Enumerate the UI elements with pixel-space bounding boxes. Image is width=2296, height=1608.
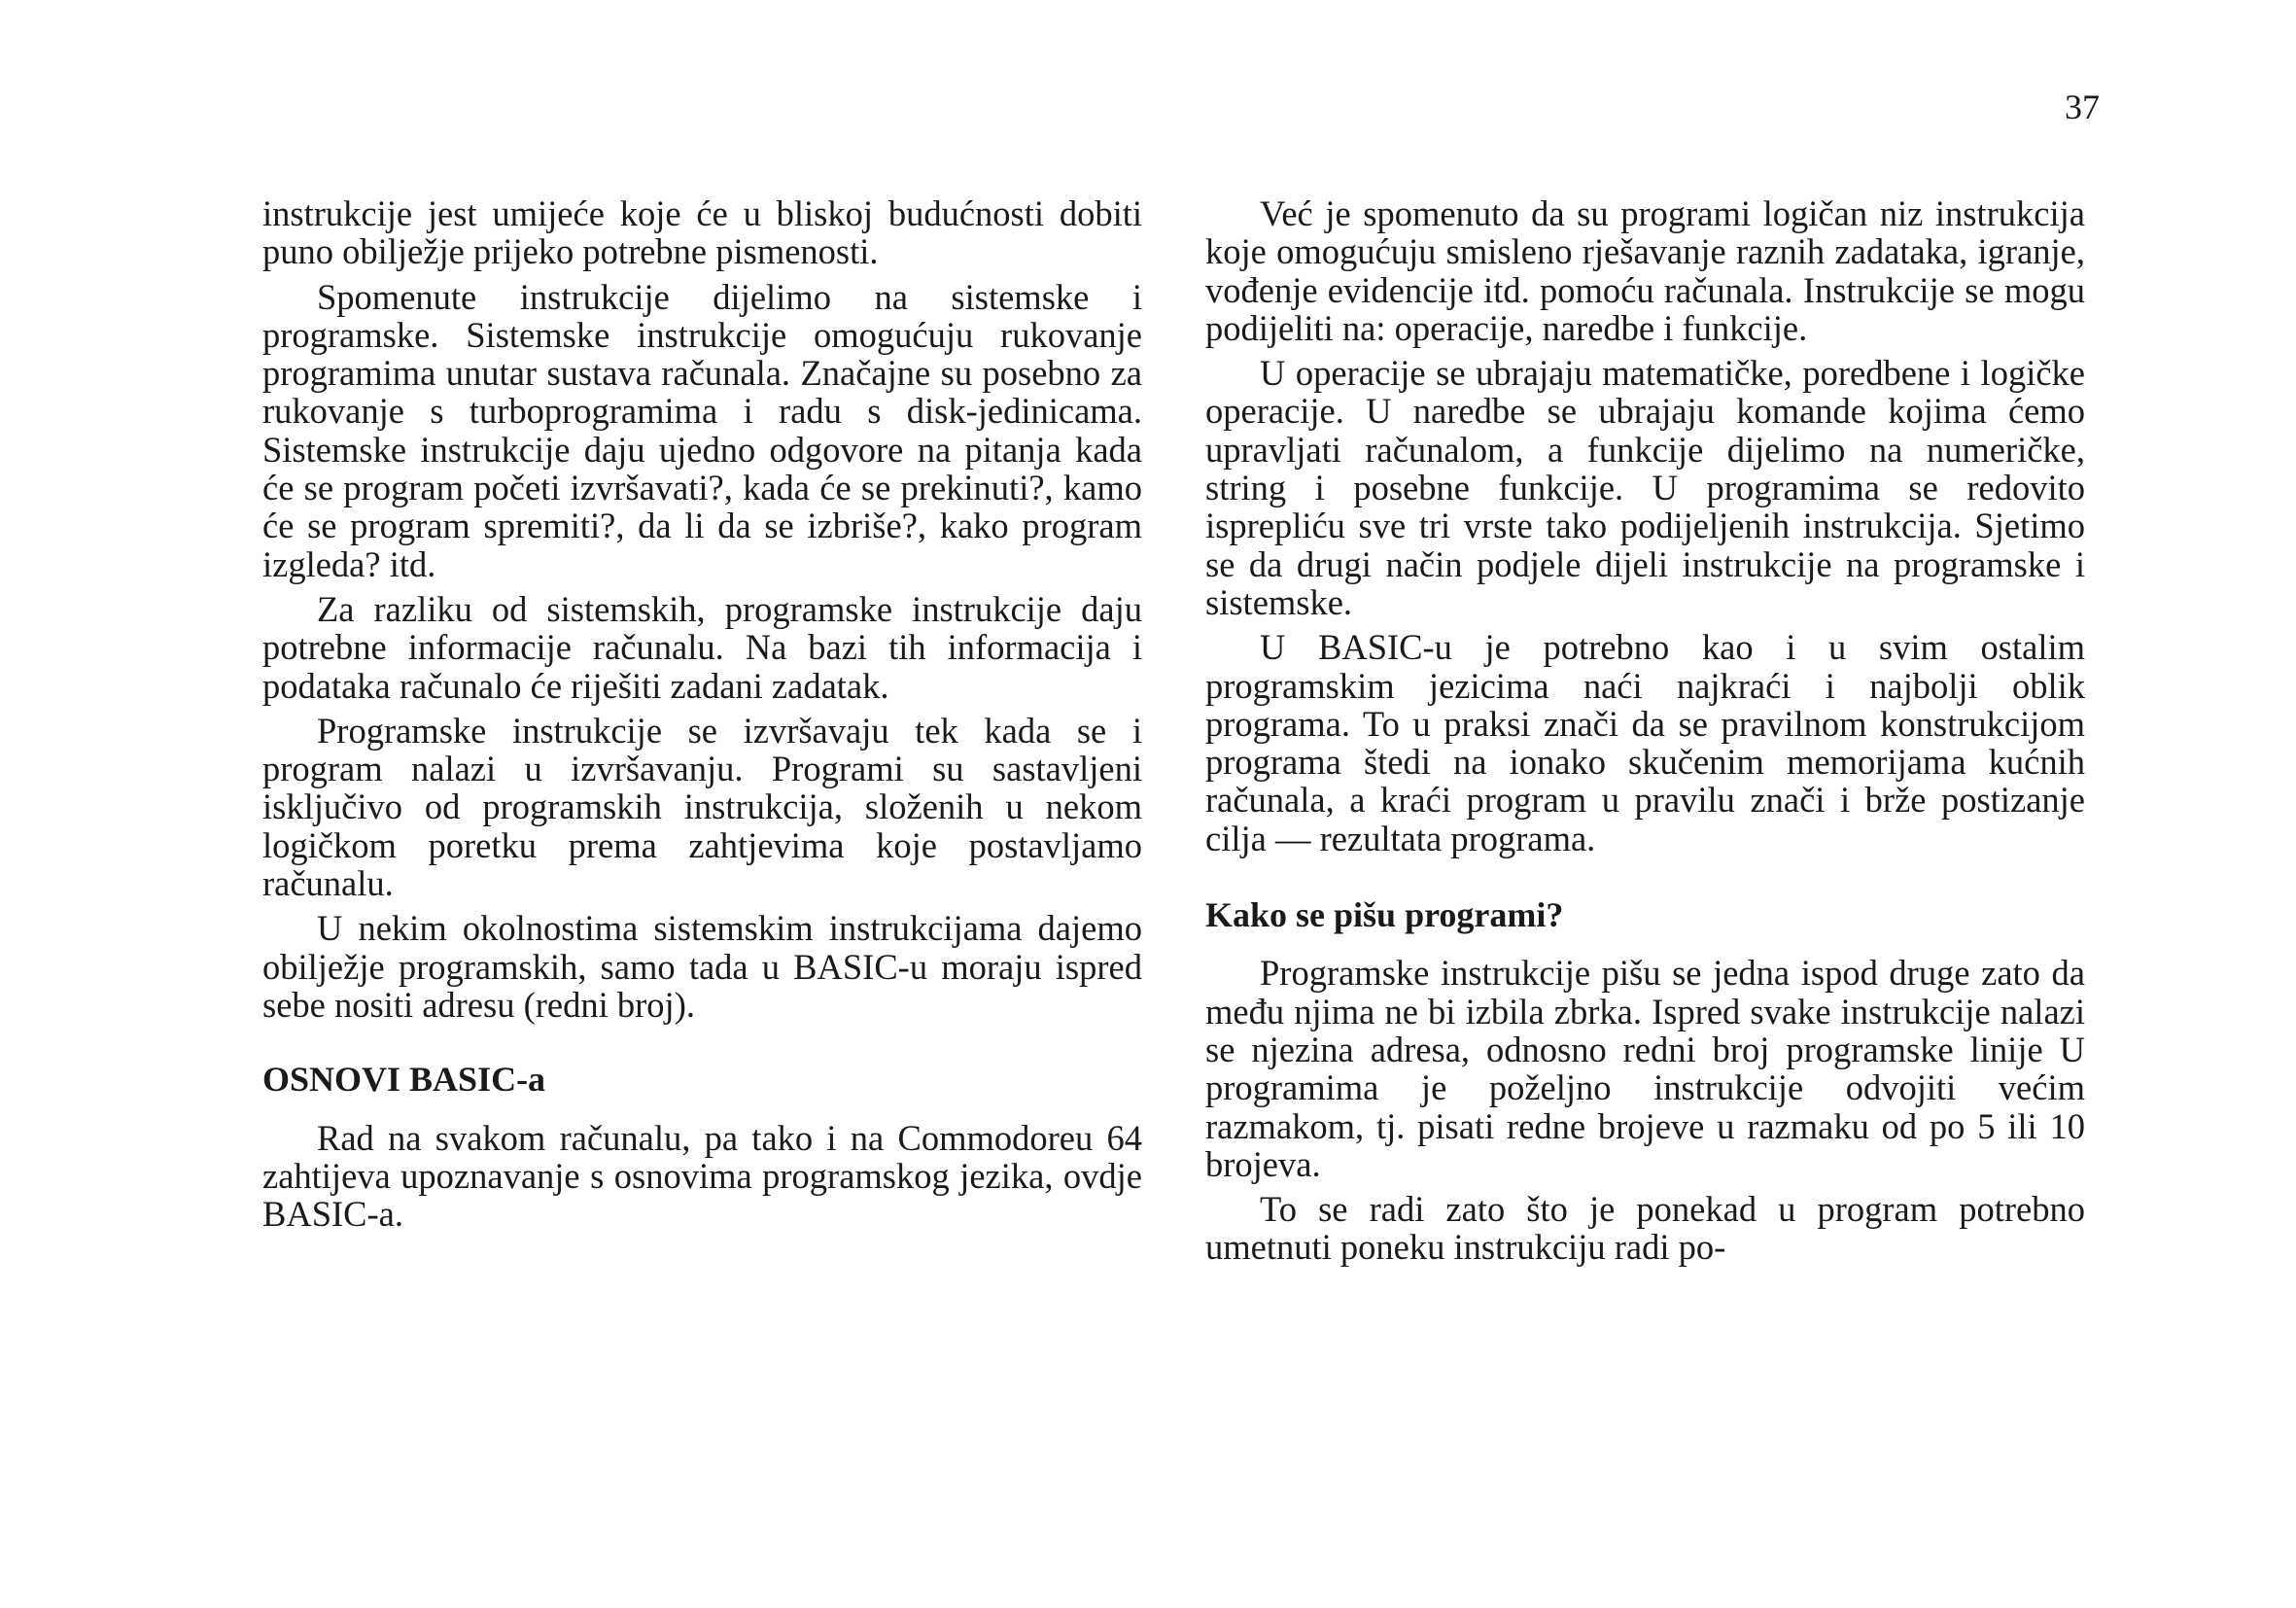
paragraph: Spomenute instrukcije dijelimo na sistemske i programske. Sistemske instrukcije omogućuju rukovanje programima unutar sustava računala. Značajne su posebno za rukovanje s turboprogramima i radu s disk-jedinicama. Sistemske instrukcije daju ujedno odgovore na pitanja kada će se program početi izvršavati?, kada će se prekinuti?, kamo će se program spremiti?, da li da se izbriše?, kako program izgleda? itd. bbox=[262, 276, 1142, 584]
paragraph: Za razliku od sistemskih, programske instrukcije daju potrebne informacije računalu. Na bazi tih informacija i podataka računalo će riješiti zadani zadatak. bbox=[262, 588, 1142, 706]
page-number: 37 bbox=[2065, 87, 2100, 126]
paragraph: instrukcije jest umijeće koje će u bliskoj budućnosti dobiti puno obilježje prijeko potrebne pismenosti. bbox=[262, 193, 1142, 272]
paragraph: U operacije se ubrajaju matematičke, poredbene i logičke operacije. U naredbe se ubrajaju komande kojima ćemo upravljati računalom, a funkcije dijelimo na numeričke, string i posebne funkcije. U programima se redovito isprepliću sve tri vrste tako podijeljenih instrukcija. Sjetimo se da drugi način podjele dijeli instrukcije na programske i sistemske. bbox=[1205, 353, 2085, 622]
paragraph: Već je spomenuto da su programi logičan niz instrukcija koje omogućuju smisleno rješavanje raznih zadataka, igranje, vođenje evidencije itd. pomoću računala. Instrukcije se mogu podijeliti na: operacije, naredbe i funkcije. bbox=[1205, 193, 2085, 348]
right-column bbox=[1205, 194, 2085, 1274]
paragraph: Programske instrukcije se izvršavaju tek kada se i program nalazi u izvršavanju. Programi su sastavljeni isključivo od programskih instrukcija, složenih u nekom logičkom poretku prema zahtjevima koje postavljamo računalu. bbox=[262, 710, 1142, 904]
left-column bbox=[262, 194, 1142, 1240]
paragraph: To se radi zato što je ponekad u program potrebno umetnuti poneku instrukciju radi po- bbox=[1205, 1189, 2085, 1268]
section-heading: Kako se pišu programi? bbox=[1205, 895, 1564, 935]
paragraph: U nekim okolnostima sistemskim instrukcijama dajemo obilježje programskih, samo tada u BASIC-u moraju ispred sebe nositi adresu (redni broj). bbox=[262, 908, 1142, 1025]
paragraph: U BASIC-u je potrebno kao i u svim ostalim programskim jezicima naći najkraći i najbolji oblik programa. To u praksi znači da se pravilnom konstrukcijom programa štedi na ionako skučenim memorijama kućnih računala, a kraći program u pravilu znači i brže postizanje cilja — rezultata programa. bbox=[1205, 627, 2085, 858]
section-heading: OSNOVI BASIC-a bbox=[262, 1060, 546, 1100]
paragraph: Rad na svakom računalu, pa tako i na Commodoreu 64 zahtijeva upoznavanje s osnovima programskog jezika, ovdje BASIC-a. bbox=[262, 1117, 1142, 1235]
paragraph: Programske instrukcije pišu se jedna ispod druge zato da među njima ne bi izbila zbrka. Ispred svake instrukcije nalazi se njezina adresa, odnosno redni broj programske linije U programima je poželjno instrukcije odvojiti većim razmakom, tj. pisati redne brojeve u razmaku od po 5 ili 10 brojeva. bbox=[1205, 953, 2085, 1184]
